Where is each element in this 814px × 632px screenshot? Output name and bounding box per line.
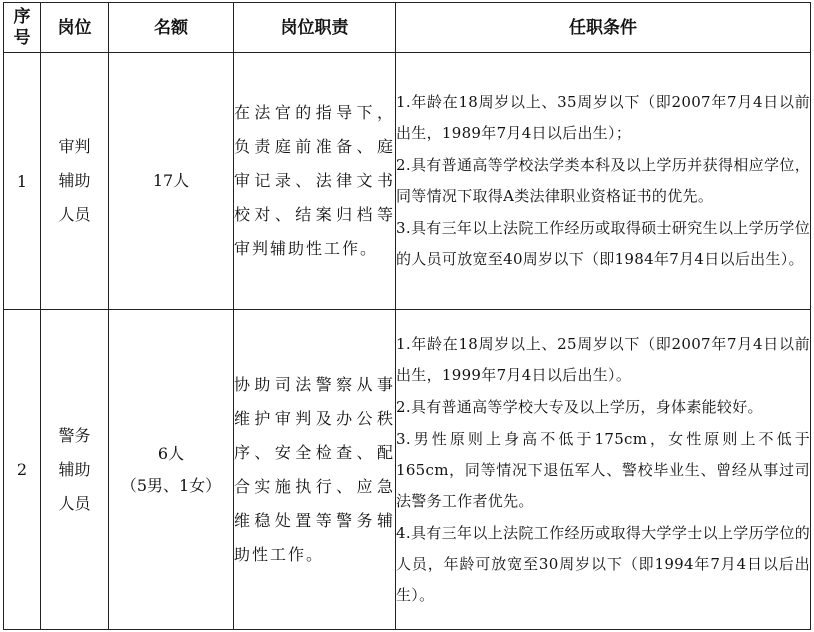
header-seq: 序号 xyxy=(4,3,41,53)
requirement-item: 3.具有三年以上法院工作经历或取得硕士研究生以上学历学位的人员可放宽至40周岁以下（即1984年7月4日以后出生）。 xyxy=(396,219,810,268)
row-requirements xyxy=(396,53,811,310)
duty-text: 在法官的指导下，负责庭前准备、庭审记录、法律文书校对、结案归档等审判辅助性工作。 xyxy=(234,103,395,258)
requirement-item: 1.年龄在18周岁以上、35周岁以下（即2007年7月4日以前出生，1989年7月4日以后出生）； xyxy=(396,93,810,142)
row-position: 警务辅助人员 xyxy=(41,310,109,630)
row-quota xyxy=(109,310,234,630)
row-seq: 2 xyxy=(4,310,41,630)
row-seq: 1 xyxy=(4,53,41,310)
row-duties xyxy=(234,53,396,310)
row-requirements xyxy=(396,310,811,630)
job-requirements-table xyxy=(3,2,811,630)
requirement-item: 2.具有普通高等学校法学类本科及以上学历并获得相应学位，同等情况下取得A类法律职业资格证书的优先。 xyxy=(396,156,810,205)
table-row xyxy=(4,310,811,630)
requirement-item: 1.年龄在18周岁以上、25周岁以下（即2007年7月4日以前出生，1999年7月4日以后出生）。 xyxy=(396,334,810,384)
header-duties: 岗位职责 xyxy=(234,3,396,53)
header-row xyxy=(4,3,811,53)
header-requirements: 任职条件 xyxy=(396,3,811,53)
row-position: 审判辅助人员 xyxy=(41,53,109,310)
requirement-item: 2.具有普通高等学校大专及以上学历，身体素能较好。 xyxy=(396,397,763,416)
table-row xyxy=(4,53,811,310)
quota-count: 17人 xyxy=(152,171,190,190)
row-quota xyxy=(109,53,234,310)
header-quota: 名额 xyxy=(109,3,234,53)
duty-text: 协助司法警察从事维护审判及办公秩序、安全检查、配合实施执行、应急维稳处置等警务辅助性工作。 xyxy=(234,374,395,564)
header-position: 岗位 xyxy=(41,3,109,53)
row-duties xyxy=(234,310,396,630)
quota-count: 6人 xyxy=(157,443,185,463)
requirement-item: 3.男性原则上身高不低于175cm，女性原则上不低于165cm，同等情况下退伍军人、警校毕业生、曾经从事过司法警务工作者优先。 xyxy=(396,429,810,510)
requirement-item: 4.具有三年以上法院工作经历或取得大学学士以上学历学位的人员，年龄可放宽至30周岁以下（即1994年7月4日以后出生）。 xyxy=(396,523,810,604)
quota-gender-note: （5男、1女） xyxy=(120,475,222,495)
